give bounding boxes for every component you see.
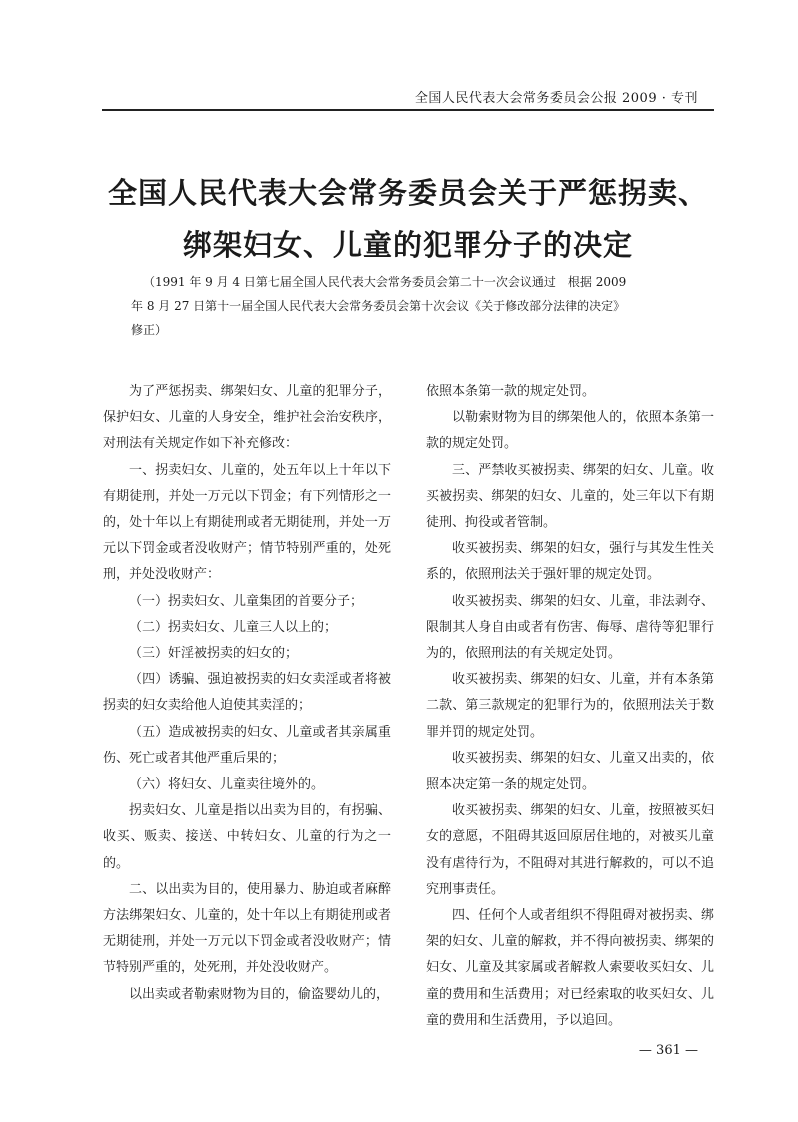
left-column bbox=[103, 379, 391, 1008]
paragraph: 二、以出卖为目的，使用暴力、胁迫或者麻醉方法绑架妇女、儿童的，处十年以上有期徒刑或者无期徒刑，并处一万元以下罚金或者没收财产；情节特别严重的，处死刑，并处没收财产。 bbox=[103, 881, 391, 976]
enactment-note-line: 修正） bbox=[131, 323, 168, 337]
paragraph: （三）奸淫被拐卖的妇女的； bbox=[129, 646, 299, 662]
paragraph: （四）诱骗、强迫被拐卖的妇女卖淫或者将被拐卖的妇女卖给他人迫使其卖淫的； bbox=[103, 672, 391, 714]
journal-header: 全国人民代表大会常务委员会公报 2009 · 专刊 bbox=[414, 91, 698, 106]
paragraph: 拐卖妇女、儿童是指以出卖为目的，有拐骗、收买、贩卖、接送、中转妇女、儿童的行为之一的。 bbox=[103, 803, 391, 871]
paragraph: 收买被拐卖、绑架的妇女、儿童，非法剥夺、限制其人身自由或者有伤害、侮辱、虐待等犯罪行为的，依照刑法的有关规定处罚。 bbox=[426, 593, 714, 662]
paragraph: （六）将妇女、儿童卖往境外的。 bbox=[129, 777, 325, 793]
header-divider bbox=[102, 109, 714, 111]
document-title-line-1: 全国人民代表大会常务委员会关于严惩拐卖、 bbox=[107, 176, 708, 210]
paragraph: （一）拐卖妇女、儿童集团的首要分子； bbox=[129, 593, 364, 609]
paragraph: 以勒索财物为目的绑架他人的，依照本条第一款的规定处罚。 bbox=[426, 410, 714, 452]
paragraph: 依照本条第一款的规定处罚。 bbox=[426, 384, 596, 399]
enactment-note bbox=[131, 270, 706, 342]
paragraph: 为了严惩拐卖、绑架妇女、儿童的犯罪分子，保护妇女、儿童的人身安全，维护社会治安秩序，对刑法有关规定作如下补充修改： bbox=[103, 384, 391, 452]
paragraph: 收买被拐卖、绑架的妇女、儿童，并有本条第二款、第三款规定的犯罪行为的，依照刑法关于数罪并罚的规定处罚。 bbox=[426, 672, 714, 740]
right-column bbox=[426, 379, 714, 1034]
paragraph: 三、严禁收买被拐卖、绑架的妇女、儿童。收买被拐卖、绑架的妇女、儿童的，处三年以下有期徒刑、拘役或者管制。 bbox=[426, 462, 714, 531]
page-number: — 361 — bbox=[638, 1043, 698, 1058]
enactment-note-line: 年 8 月 27 日第十一届全国人民代表大会常务委员会第十次会议《关于修改部分法律的决定》 bbox=[131, 299, 626, 313]
paragraph: （二）拐卖妇女、儿童三人以上的； bbox=[129, 619, 338, 635]
paragraph: （五）造成被拐卖的妇女、儿童或者其亲属重伤、死亡或者其他严重后果的； bbox=[103, 724, 391, 766]
enactment-note-line: （1991 年 9 月 4 日第七届全国人民代表大会常务委员会第二十一次会议通过 根据 2009 bbox=[143, 275, 627, 289]
document-title-line-2: 绑架妇女、儿童的犯罪分子的决定 bbox=[182, 228, 633, 262]
paragraph: 收买被拐卖、绑架的妇女，强行与其发生性关系的，依照刑法关于强奸罪的规定处罚。 bbox=[426, 541, 714, 583]
paragraph: 以出卖或者勒索财物为目的，偷盗婴幼儿的， bbox=[129, 986, 390, 1002]
paragraph: 一、拐卖妇女、儿童的，处五年以上十年以下有期徒刑，并处一万元以下罚金；有下列情形之一的，处十年以上有期徒刑或者无期徒刑，并处一万元以下罚金或者没收财产；情节特别严重的，处死刑，并处没收财产： bbox=[103, 462, 391, 583]
paragraph: 收买被拐卖、绑架的妇女、儿童又出卖的，依照本决定第一条的规定处罚。 bbox=[426, 750, 714, 793]
paragraph: 收买被拐卖、绑架的妇女、儿童，按照被买妇女的意愿，不阻碍其返回原居住地的，对被买儿童没有虐待行为，不阻碍对其进行解救的，可以不追究刑事责任。 bbox=[426, 803, 714, 897]
paragraph: 四、任何个人或者组织不得阻碍对被拐卖、绑架的妇女、儿童的解救，并不得向被拐卖、绑架的妇女、儿童及其家属或者解救人索要收买妇女、儿童的费用和生活费用；对已经索取的收买妇女、儿童的费用和生活费用，予以追回。 bbox=[426, 908, 714, 1028]
